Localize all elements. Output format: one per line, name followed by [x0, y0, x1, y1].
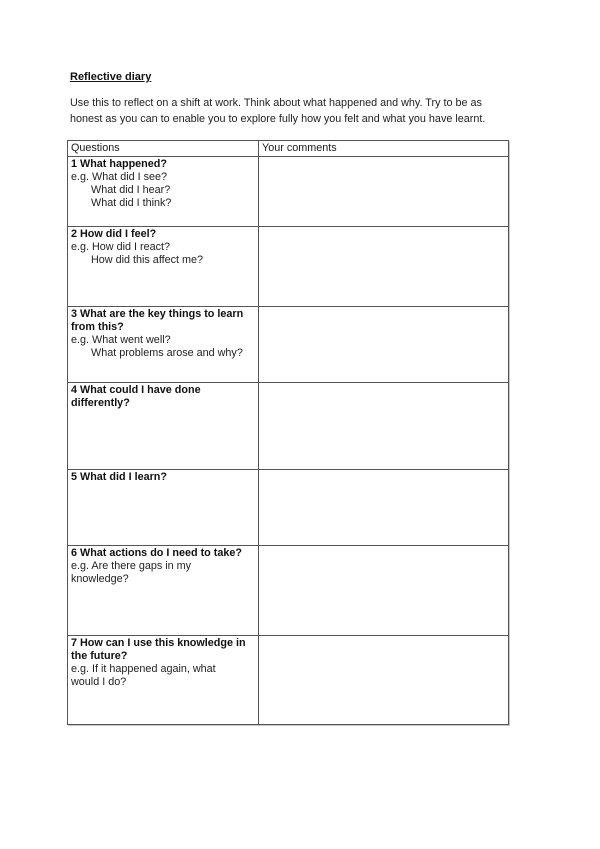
comment-cell[interactable] [259, 157, 509, 227]
hint-text: would I do? [71, 676, 127, 688]
hint-text: How did this affect me? [91, 254, 204, 266]
question-text: 7 How can I use this knowledge in [71, 637, 246, 649]
comment-cell[interactable] [259, 636, 509, 725]
table-row [68, 307, 509, 383]
question-text: 6 What actions do I need to take? [71, 547, 242, 559]
hint-text: e.g. What did I see? [71, 171, 168, 183]
table-header-row [68, 141, 509, 157]
comment-cell[interactable] [259, 470, 509, 546]
comment-cell[interactable] [259, 383, 509, 470]
hint-text: knowledge? [71, 573, 129, 585]
question-text: 2 How did I feel? [71, 228, 157, 240]
table-row [68, 470, 509, 546]
question-text: 4 What could I have done [71, 384, 201, 396]
question-text: 3 What are the key things to learn [71, 308, 244, 320]
table-row [68, 546, 509, 636]
comment-cell[interactable] [259, 546, 509, 636]
question-text: 5 What did I learn? [71, 471, 167, 483]
question-cell [68, 636, 259, 725]
question-text: the future? [71, 650, 128, 662]
table-row [68, 636, 509, 725]
question-cell [68, 157, 259, 227]
hint-text: What problems arose and why? [91, 347, 243, 359]
hint-text: What did I think? [91, 197, 172, 209]
question-text: 1 What happened? [71, 158, 167, 170]
hint-text: e.g. If it happened again, what [71, 663, 216, 675]
table-row [68, 383, 509, 470]
questions-column-header: Questions [68, 141, 259, 157]
question-cell [68, 307, 259, 383]
page-title: Reflective diary [70, 71, 152, 83]
comments-column-header: Your comments [259, 141, 509, 157]
hint-text: What did I hear? [91, 184, 171, 196]
table-row [68, 157, 509, 227]
question-cell [68, 546, 259, 636]
question-cell [68, 470, 259, 546]
hint-text: e.g. How did I react? [71, 241, 171, 253]
question-cell [68, 227, 259, 307]
question-cell [68, 383, 259, 470]
comment-cell[interactable] [259, 307, 509, 383]
table-row [68, 227, 509, 307]
question-text: from this? [71, 321, 124, 333]
reflective-diary-table [67, 140, 509, 725]
intro-text: Use this to reflect on a shift at work. Think about what happened and why. Try to be as honest as you can to enable you to explore fully how you felt and what you have learnt. [70, 97, 486, 125]
question-text: differently? [71, 397, 130, 409]
hint-text: e.g. Are there gaps in my [71, 560, 192, 572]
hint-text: e.g. What went well? [71, 334, 171, 346]
comment-cell[interactable] [259, 227, 509, 307]
